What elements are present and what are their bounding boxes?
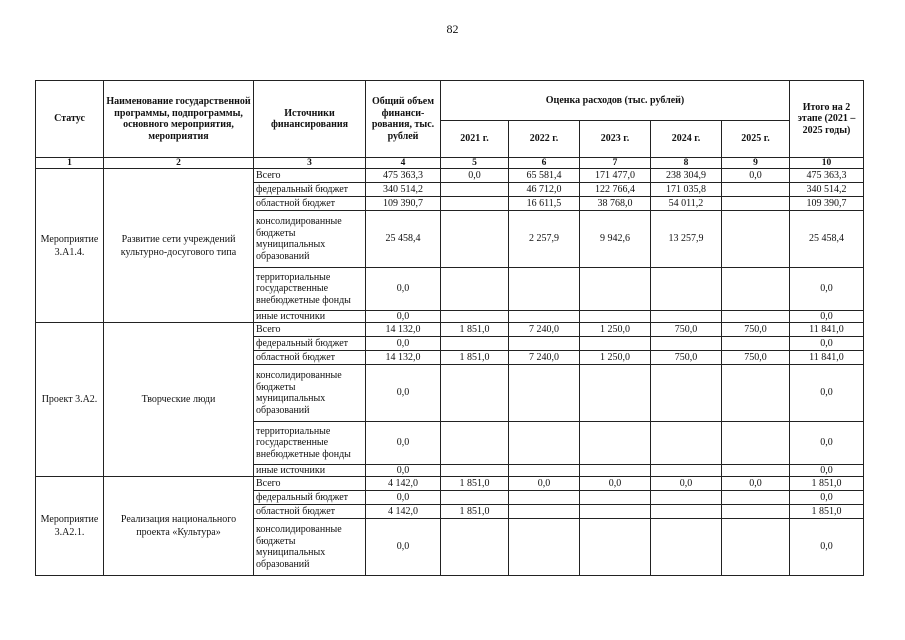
year-2024-cell — [651, 519, 722, 576]
year-2024-cell: 54 011,2 — [651, 197, 722, 211]
stage-total-cell: 1 851,0 — [790, 505, 864, 519]
year-2023-cell — [580, 465, 651, 477]
funding-source-cell: областной бюджет — [254, 197, 366, 211]
funding-source-cell: консолидированные бюджеты муниципальных образований — [254, 365, 366, 422]
stage-total-cell: 0,0 — [790, 311, 864, 323]
stage-total-cell: 0,0 — [790, 519, 864, 576]
stage-total-cell: 0,0 — [790, 465, 864, 477]
total-volume-cell: 0,0 — [366, 465, 441, 477]
funding-source-cell: Всего — [254, 169, 366, 183]
row-program-name: Развитие сети учреждений культурно-досугового типа — [104, 169, 254, 323]
column-number: 4 — [366, 158, 441, 169]
year-2021-cell — [441, 519, 509, 576]
funding-source-cell: областной бюджет — [254, 351, 366, 365]
year-2023-cell — [580, 365, 651, 422]
row-status: Мероприятие 3.А1.4. — [36, 169, 104, 323]
year-2022-cell: 0,0 — [509, 477, 580, 491]
total-volume-cell: 475 363,3 — [366, 169, 441, 183]
stage-total-cell: 0,0 — [790, 422, 864, 465]
year-2022-cell — [509, 268, 580, 311]
funding-source-cell: федеральный бюджет — [254, 337, 366, 351]
year-2024-cell — [651, 491, 722, 505]
year-2022-cell — [509, 465, 580, 477]
year-2025-cell — [722, 211, 790, 268]
year-2023-cell: 1 250,0 — [580, 323, 651, 337]
year-2021-cell: 1 851,0 — [441, 505, 509, 519]
year-2021-cell — [441, 311, 509, 323]
year-2024-cell — [651, 465, 722, 477]
funding-source-cell: консолидированные бюджеты муниципальных образований — [254, 211, 366, 268]
year-2021-cell — [441, 183, 509, 197]
funding-source-cell: федеральный бюджет — [254, 491, 366, 505]
funding-source-cell: Всего — [254, 323, 366, 337]
row-program-name: Реализация национального проекта «Культура» — [104, 477, 254, 576]
year-2022-cell — [509, 311, 580, 323]
year-2023-cell: 0,0 — [580, 477, 651, 491]
year-2023-cell: 1 250,0 — [580, 351, 651, 365]
total-volume-cell: 340 514,2 — [366, 183, 441, 197]
year-2024-cell — [651, 311, 722, 323]
year-2023-cell: 171 477,0 — [580, 169, 651, 183]
year-2021-cell: 1 851,0 — [441, 323, 509, 337]
year-2022-cell: 2 257,9 — [509, 211, 580, 268]
year-2025-cell: 750,0 — [722, 323, 790, 337]
year-2023-cell — [580, 337, 651, 351]
year-2022-cell — [509, 505, 580, 519]
total-volume-cell: 0,0 — [366, 491, 441, 505]
year-2023-cell — [580, 268, 651, 311]
year-2025-cell — [722, 311, 790, 323]
total-volume-cell: 0,0 — [366, 311, 441, 323]
column-number: 5 — [441, 158, 509, 169]
year-2021-cell — [441, 465, 509, 477]
stage-total-cell: 109 390,7 — [790, 197, 864, 211]
year-2024-cell: 238 304,9 — [651, 169, 722, 183]
stage-total-cell: 11 841,0 — [790, 323, 864, 337]
total-volume-cell: 0,0 — [366, 365, 441, 422]
column-number: 3 — [254, 158, 366, 169]
year-2025-cell — [722, 505, 790, 519]
total-volume-cell: 0,0 — [366, 519, 441, 576]
total-volume-cell: 4 142,0 — [366, 505, 441, 519]
stage-total-cell: 475 363,3 — [790, 169, 864, 183]
budget-table — [35, 80, 864, 576]
stage-total-cell: 0,0 — [790, 491, 864, 505]
total-volume-cell: 4 142,0 — [366, 477, 441, 491]
year-2022-cell — [509, 519, 580, 576]
year-2021-cell: 1 851,0 — [441, 477, 509, 491]
year-2021-cell: 0,0 — [441, 169, 509, 183]
year-2025-cell — [722, 197, 790, 211]
year-2022-cell: 46 712,0 — [509, 183, 580, 197]
header-year-2023: 2023 г. — [580, 121, 651, 158]
year-2021-cell — [441, 197, 509, 211]
funding-source-cell: Всего — [254, 477, 366, 491]
funding-source-cell: консолидированные бюджеты муниципальных образований — [254, 519, 366, 576]
total-volume-cell: 109 390,7 — [366, 197, 441, 211]
year-2024-cell — [651, 422, 722, 465]
year-2025-cell — [722, 268, 790, 311]
year-2024-cell: 13 257,9 — [651, 211, 722, 268]
year-2022-cell: 65 581,4 — [509, 169, 580, 183]
year-2023-cell: 38 768,0 — [580, 197, 651, 211]
stage-total-cell: 0,0 — [790, 337, 864, 351]
year-2025-cell — [722, 183, 790, 197]
year-2025-cell — [722, 365, 790, 422]
column-number: 6 — [509, 158, 580, 169]
year-2024-cell — [651, 337, 722, 351]
stage-total-cell: 11 841,0 — [790, 351, 864, 365]
total-volume-cell: 0,0 — [366, 268, 441, 311]
year-2021-cell — [441, 365, 509, 422]
column-number: 7 — [580, 158, 651, 169]
year-2025-cell — [722, 519, 790, 576]
header-year-2025: 2025 г. — [722, 121, 790, 158]
year-2024-cell — [651, 365, 722, 422]
year-2022-cell — [509, 491, 580, 505]
table-row — [36, 477, 864, 491]
header-year-2022: 2022 г. — [509, 121, 580, 158]
table-row — [36, 169, 864, 183]
year-2021-cell — [441, 491, 509, 505]
row-status: Проект 3.А2. — [36, 323, 104, 477]
year-2023-cell: 122 766,4 — [580, 183, 651, 197]
stage-total-cell: 0,0 — [790, 268, 864, 311]
year-2023-cell — [580, 422, 651, 465]
row-status: Мероприятие 3.А2.1. — [36, 477, 104, 576]
header-year-2024: 2024 г. — [651, 121, 722, 158]
total-volume-cell: 0,0 — [366, 422, 441, 465]
column-number: 8 — [651, 158, 722, 169]
column-number-row — [36, 158, 864, 169]
year-2023-cell: 9 942,6 — [580, 211, 651, 268]
funding-source-cell: территориальные государственные внебюджетные фонды — [254, 422, 366, 465]
stage-total-cell: 0,0 — [790, 365, 864, 422]
header-stage-total: Итого на 2 этапе (2021 – 2025 годы) — [790, 81, 864, 158]
year-2021-cell — [441, 268, 509, 311]
column-number: 1 — [36, 158, 104, 169]
header-name: Наименование государственной программы, подпрограммы, основного мероприятия, мероприятия — [104, 81, 254, 158]
year-2025-cell: 750,0 — [722, 351, 790, 365]
year-2021-cell — [441, 422, 509, 465]
total-volume-cell: 25 458,4 — [366, 211, 441, 268]
stage-total-cell: 25 458,4 — [790, 211, 864, 268]
column-number: 10 — [790, 158, 864, 169]
year-2024-cell — [651, 268, 722, 311]
year-2021-cell — [441, 337, 509, 351]
year-2021-cell: 1 851,0 — [441, 351, 509, 365]
header-estimate: Оценка расходов (тыс. рублей) — [441, 81, 790, 121]
header-total-volume: Общий объем финанси-рования, тыс. рублей — [366, 81, 441, 158]
year-2022-cell — [509, 337, 580, 351]
year-2024-cell: 171 035,8 — [651, 183, 722, 197]
year-2025-cell — [722, 337, 790, 351]
year-2024-cell — [651, 505, 722, 519]
year-2023-cell — [580, 519, 651, 576]
year-2025-cell: 0,0 — [722, 169, 790, 183]
funding-source-cell: территориальные государственные внебюджетные фонды — [254, 268, 366, 311]
year-2022-cell — [509, 365, 580, 422]
year-2022-cell — [509, 422, 580, 465]
year-2023-cell — [580, 505, 651, 519]
year-2021-cell — [441, 211, 509, 268]
header-year-2021: 2021 г. — [441, 121, 509, 158]
year-2025-cell — [722, 491, 790, 505]
year-2025-cell — [722, 465, 790, 477]
stage-total-cell: 340 514,2 — [790, 183, 864, 197]
funding-source-cell: федеральный бюджет — [254, 183, 366, 197]
column-number: 9 — [722, 158, 790, 169]
funding-source-cell: иные источники — [254, 465, 366, 477]
header-status: Статус — [36, 81, 104, 158]
year-2025-cell — [722, 422, 790, 465]
year-2023-cell — [580, 311, 651, 323]
table-row — [36, 323, 864, 337]
year-2023-cell — [580, 491, 651, 505]
total-volume-cell: 14 132,0 — [366, 323, 441, 337]
funding-source-cell: иные источники — [254, 311, 366, 323]
funding-source-cell: областной бюджет — [254, 505, 366, 519]
year-2024-cell: 750,0 — [651, 351, 722, 365]
row-program-name: Творческие люди — [104, 323, 254, 477]
stage-total-cell: 1 851,0 — [790, 477, 864, 491]
column-number: 2 — [104, 158, 254, 169]
year-2022-cell: 7 240,0 — [509, 351, 580, 365]
year-2025-cell: 0,0 — [722, 477, 790, 491]
year-2022-cell: 16 611,5 — [509, 197, 580, 211]
total-volume-cell: 0,0 — [366, 337, 441, 351]
header-sources: Источники финансирования — [254, 81, 366, 158]
year-2024-cell: 750,0 — [651, 323, 722, 337]
page-number: 82 — [446, 22, 459, 36]
total-volume-cell: 14 132,0 — [366, 351, 441, 365]
year-2022-cell: 7 240,0 — [509, 323, 580, 337]
year-2024-cell: 0,0 — [651, 477, 722, 491]
